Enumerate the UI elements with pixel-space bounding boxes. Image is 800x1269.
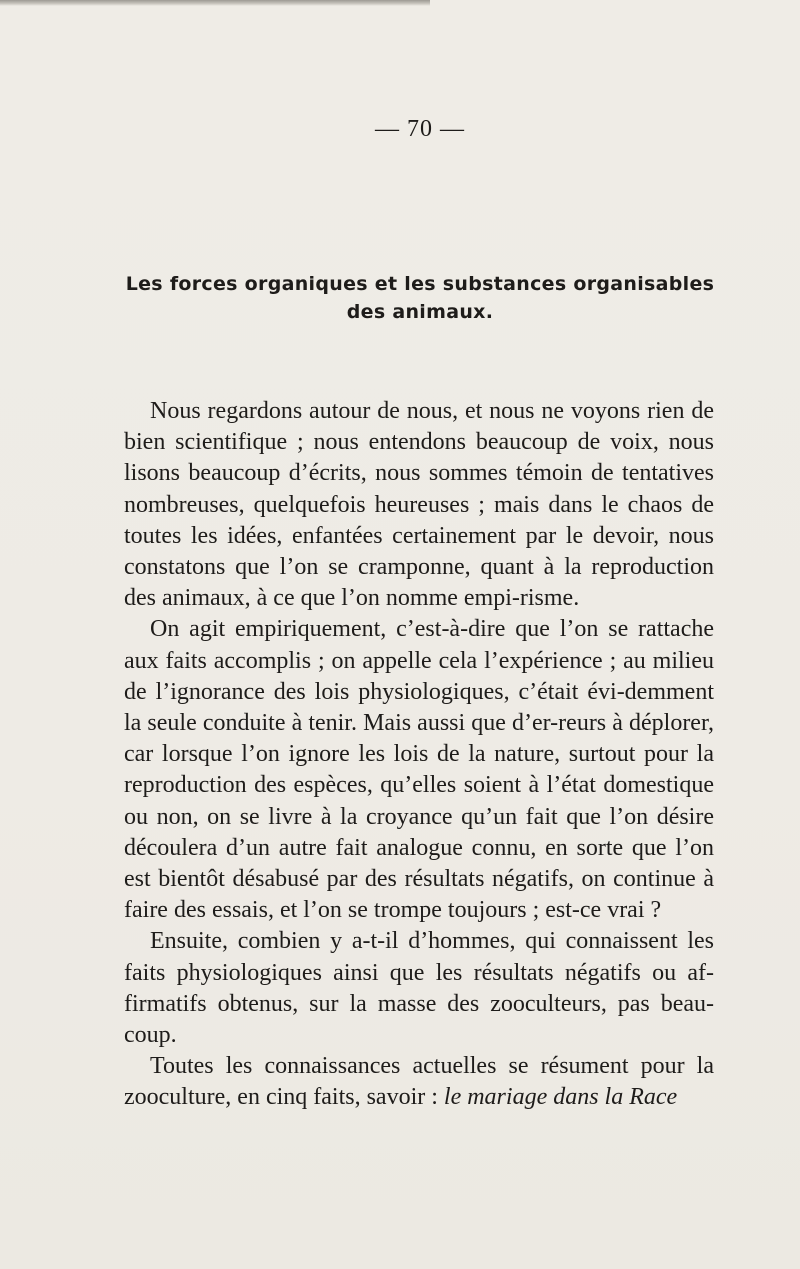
page-number: — 70 — xyxy=(375,116,465,142)
section-heading-line-2: des animaux. xyxy=(346,301,494,323)
section-heading-line-1: Les forces organiques et les substances organisables xyxy=(125,273,715,295)
paragraph-2: On agit empiriquement, c’est-à-dire que l’on se rattache aux faits accomplis ; on appelle cela l’expérience ; au milieu de l’ignorance des lois physiologiques, c’était évi-demment la seule conduite à tenir. Mais aussi que d’er-reurs à déplorer, car lorsque l’on ignore les lois de la nature, surtout pour la reproduction des espèces, qu’elles soient à l’état domestique ou non, on se livre à la croyance qu’un fait que l’on désire découlera d’un autre fait analogue connu, en sorte que l’on est bientôt désabusé par des résultats négatifs, on continue à faire des essais, et l’on se trompe toujours ; est-ce vrai ? xyxy=(124,616,714,924)
paragraph-4-italic: le mariage dans la Race xyxy=(443,1084,678,1111)
paragraph-1: Nous regardons autour de nous, et nous ne voyons rien de bien scientifique ; nous entendons beaucoup de voix, nous lisons beaucoup d’écrits, nous sommes témoin de tentatives nombreuses, quelquefois heureuses ; mais dans le chaos de toutes les idées, enfantées certainement par le devoir, nous constatons que l’on se cramponne, quant à la reproduction des animaux, à ce que l’on nomme empi-risme. xyxy=(124,398,714,612)
page-top-edge-shadow xyxy=(0,0,430,6)
paragraph-4 xyxy=(124,1051,714,1113)
section-heading xyxy=(122,270,718,326)
paragraph-4-text: Toutes les connaissances actuelles se résument pour la zooculture, en cinq faits, savoir : xyxy=(124,1053,714,1111)
body-text xyxy=(124,396,714,1114)
paragraph-3: Ensuite, combien y a-t-il d’hommes, qui connaissent les faits physiologiques ainsi que les résultats négatifs ou af-firmatifs obtenus, sur la masse des zooculteurs, pas beau-coup. xyxy=(124,928,714,1049)
